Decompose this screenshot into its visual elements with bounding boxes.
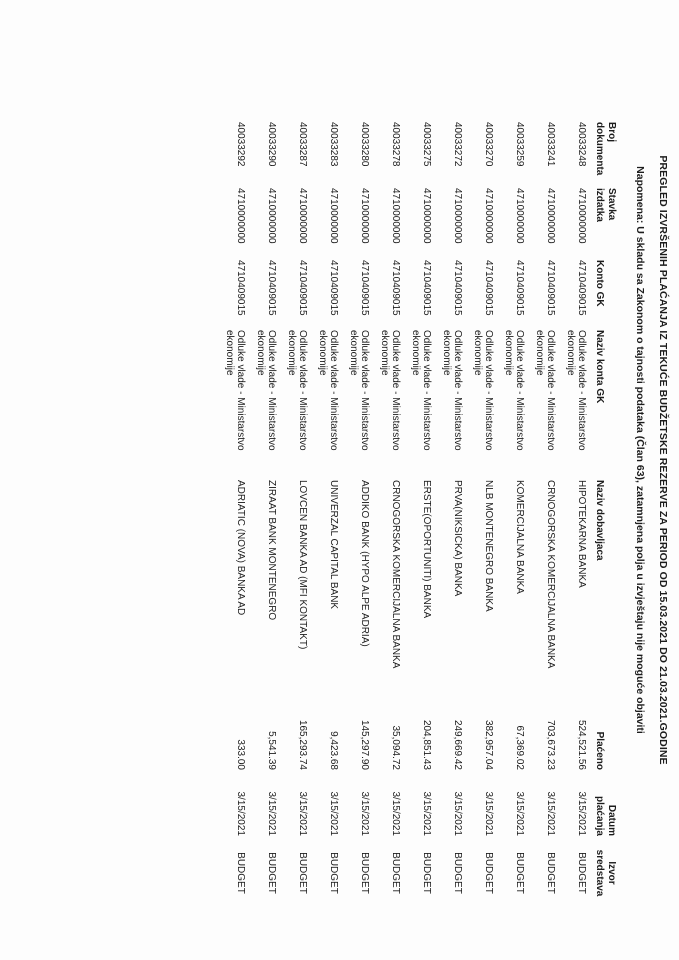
cell-naziv-dobavljaca: CRNOGORSKA KOMERCIJALNA BANKA [390,480,401,669]
cell-izvor-sredstava: BUDGET [266,852,277,894]
cell-konto-gk: 4710409015 [390,260,401,316]
table-row [277,118,308,906]
cell-naziv-konta-gk: Odluke vlade - Ministarstvo ekonomije [441,330,463,451]
cell-datum-placanja: 3/15/2021 [452,791,463,836]
cell-naziv-konta-gk: Odluke vlade - Ministarstvo ekonomije [317,330,339,451]
cell-naziv-konta-gk: Odluke vlade - Ministarstvo ekonomije [503,330,525,451]
cell-konto-gk: 4710409015 [297,260,308,316]
cell-naziv-dobavljaca: UNIVERZAL CAPITAL BANK [328,480,339,610]
cell-naziv-dobavljaca: CRNOGORSKA KOMERCIJALNA BANKA [545,480,556,669]
cell-naziv-dobavljaca: ZIRAAT BANK MONTENEGRO [266,480,277,621]
cell-datum-placanja: 3/15/2021 [235,791,246,836]
cell-konto-gk: 4710409015 [483,260,494,316]
cell-placeno: 249,669.42 [452,719,463,770]
cell-broj-dokumenta: 40033241 [545,122,556,167]
cell-izvor-sredstava: BUDGET [452,852,463,894]
cell-placeno: 165,293.74 [297,719,308,770]
cell-placeno: 35,094.72 [390,725,401,770]
cell-stavka-izdatka: 4710000000 [297,188,308,244]
table-row [215,118,246,906]
cell-broj-dokumenta: 40033275 [421,122,432,167]
header-datum-placanja: Datum plaćanja [594,795,617,836]
cell-konto-gk: 4710409015 [359,260,370,316]
cell-izvor-sredstava: BUDGET [483,852,494,894]
cell-datum-placanja: 3/15/2021 [297,791,308,836]
cell-broj-dokumenta: 40033278 [390,122,401,167]
cell-placeno: 67,369.02 [514,725,525,770]
cell-naziv-konta-gk: Odluke vlade - Ministarstvo ekonomije [348,330,370,451]
cell-stavka-izdatka: 4710000000 [421,188,432,244]
table-row [494,118,525,906]
header-konto-gk: Konto GK [594,260,605,307]
table-row [556,118,587,906]
cell-stavka-izdatka: 4710000000 [235,188,246,244]
cell-naziv-konta-gk: Odluke vlade - Ministarstvo ekonomije [379,330,401,451]
cell-izvor-sredstava: BUDGET [359,852,370,894]
table-row [246,118,277,906]
table-header-row [587,118,617,906]
cell-broj-dokumenta: 40033259 [514,122,525,167]
cell-datum-placanja: 3/15/2021 [483,791,494,836]
cell-broj-dokumenta: 40033283 [328,122,339,167]
cell-stavka-izdatka: 4710000000 [390,188,401,244]
cell-datum-placanja: 3/15/2021 [421,791,432,836]
header-broj-dokumenta: Broj dokumenta [594,122,617,176]
cell-naziv-dobavljaca: NLB MONTENEGRO BANKA [483,480,494,612]
header-naziv-konta-gk: Naziv konta GK [594,330,605,404]
cell-naziv-konta-gk: Odluke vlade - Ministarstvo ekonomije [410,330,432,451]
cell-naziv-konta-gk: Odluke vlade - Ministarstvo ekonomije [224,330,246,451]
table-row [308,118,339,906]
cell-konto-gk: 4710409015 [576,260,587,316]
table-row [401,118,432,906]
cell-konto-gk: 4710409015 [235,260,246,316]
cell-izvor-sredstava: BUDGET [514,852,525,894]
cell-placeno: 382,957.04 [483,719,494,770]
cell-broj-dokumenta: 40033280 [359,122,370,167]
document-note: Napomena: U skladu sa Zakonom o tajnosti podataka (Član 63), zatamnjena polja u izvještaju nije moguće objaviti [634,166,646,734]
cell-stavka-izdatka: 4710000000 [266,188,277,244]
cell-izvor-sredstava: BUDGET [576,852,587,894]
cell-placeno: 5,541.39 [266,731,277,770]
cell-stavka-izdatka: 4710000000 [545,188,556,244]
table-row [525,118,556,906]
cell-naziv-konta-gk: Odluke vlade - Ministarstvo ekonomije [534,330,556,451]
cell-stavka-izdatka: 4710000000 [483,188,494,244]
cell-konto-gk: 4710409015 [452,260,463,316]
cell-izvor-sredstava: BUDGET [390,852,401,894]
table-row [370,118,401,906]
cell-datum-placanja: 3/15/2021 [266,791,277,836]
cell-naziv-konta-gk: Odluke vlade - Ministarstvo ekonomije [472,330,494,451]
cell-placeno: 333.00 [235,739,246,770]
cell-placeno: 524,521.56 [576,719,587,770]
cell-naziv-konta-gk: Odluke vlade - Ministarstvo ekonomije [565,330,587,451]
cell-stavka-izdatka: 4710000000 [452,188,463,244]
header-stavka-izdatka: Stavka izdatka [594,188,617,222]
cell-datum-placanja: 3/15/2021 [545,791,556,836]
cell-stavka-izdatka: 4710000000 [576,188,587,244]
cell-konto-gk: 4710409015 [266,260,277,316]
cell-broj-dokumenta: 40033270 [483,122,494,167]
cell-datum-placanja: 3/15/2021 [328,791,339,836]
cell-izvor-sredstava: BUDGET [297,852,308,894]
cell-placeno: 145,297.90 [359,719,370,770]
cell-konto-gk: 4710409015 [421,260,432,316]
cell-izvor-sredstava: BUDGET [328,852,339,894]
cell-broj-dokumenta: 40033248 [576,122,587,167]
cell-naziv-dobavljaca: ERSTE(OPORTUNITI) BANKA [421,480,432,619]
cell-datum-placanja: 3/15/2021 [390,791,401,836]
payments-table [215,118,617,906]
cell-konto-gk: 4710409015 [545,260,556,316]
cell-placeno: 703,673.23 [545,719,556,770]
cell-placeno: 204,851.43 [421,719,432,770]
cell-stavka-izdatka: 4710000000 [328,188,339,244]
cell-naziv-dobavljaca: LOVCEN BANKA AD (MFI KONTAKT) [297,480,308,650]
cell-naziv-dobavljaca: ADRIATIC (NOVA) BANKA AD [235,480,246,616]
table-row [339,118,370,906]
cell-broj-dokumenta: 40033290 [266,122,277,167]
cell-izvor-sredstava: BUDGET [545,852,556,894]
header-izvor-sredstava: Izvor sredstava [594,849,617,897]
table-row [463,118,494,906]
cell-naziv-konta-gk: Odluke vlade - Ministarstvo ekonomije [255,330,277,451]
cell-naziv-dobavljaca: ADDIKO BANK (HYPO ALPE ADRIA) [359,480,370,647]
header-naziv-dobavljaca: Naziv dobavljaca [594,480,605,561]
cell-placeno: 9,423.68 [328,731,339,770]
cell-stavka-izdatka: 4710000000 [514,188,525,244]
header-placeno: Plaćeno [594,731,605,770]
cell-stavka-izdatka: 4710000000 [359,188,370,244]
cell-datum-placanja: 3/15/2021 [514,791,525,836]
cell-naziv-dobavljaca: PRVA(NIKSICKA) BANKA [452,480,463,597]
cell-izvor-sredstava: BUDGET [421,852,432,894]
cell-konto-gk: 4710409015 [514,260,525,316]
cell-broj-dokumenta: 40033272 [452,122,463,167]
cell-broj-dokumenta: 40033292 [235,122,246,167]
table-row [432,118,463,906]
cell-broj-dokumenta: 40033287 [297,122,308,167]
cell-naziv-dobavljaca: HIPOTEKARNA BANKA [576,480,587,588]
cell-konto-gk: 4710409015 [328,260,339,316]
cell-izvor-sredstava: BUDGET [235,852,246,894]
document-title: PREGLED IZVRŠENIH PLAĆANJA IZ TEKUĆE BUDŽETSKE REZERVE ZA PERIOD OD 15.03.2021 DO 21.03.2021.GODINE [657,155,669,765]
cell-datum-placanja: 3/15/2021 [359,791,370,836]
cell-datum-placanja: 3/15/2021 [576,791,587,836]
cell-naziv-dobavljaca: KOMERCIJALNA BANKA [514,480,525,594]
cell-naziv-konta-gk: Odluke vlade - Ministarstvo ekonomije [286,330,308,451]
